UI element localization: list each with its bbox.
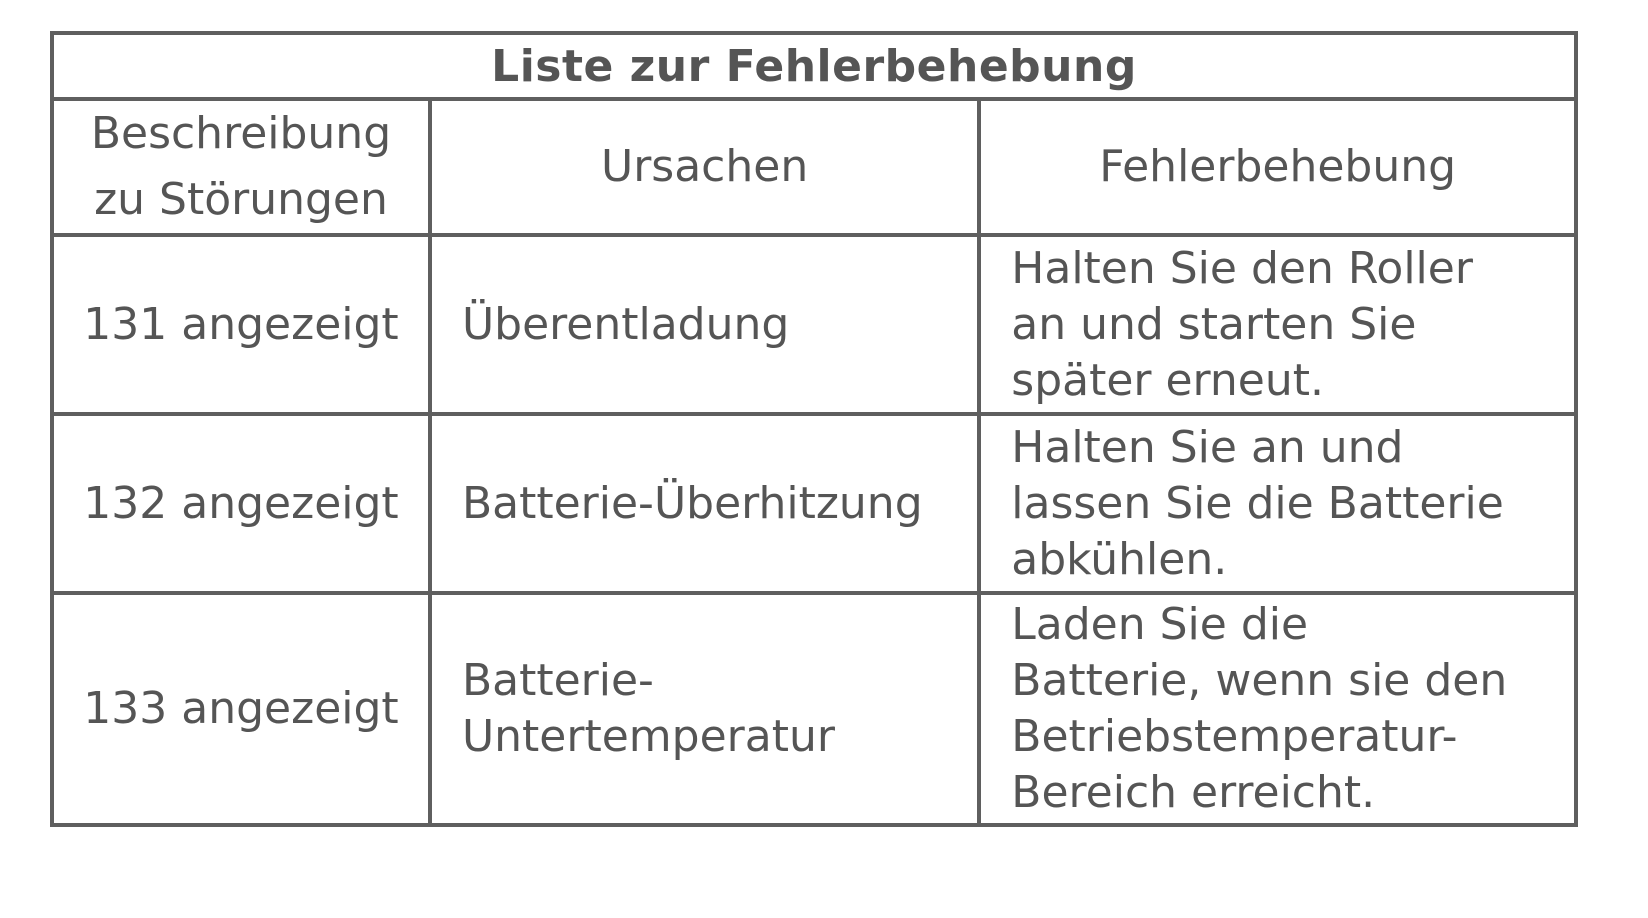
description-cell: 132 angezeigt: [52, 414, 430, 593]
solution-line: später erneut.: [1011, 354, 1324, 406]
table-title-row: [52, 33, 1576, 99]
cause-line: Batterie-Überhitzung: [461, 477, 923, 529]
solution-line: Betriebstemperatur-: [1011, 711, 1458, 762]
table-row: [52, 235, 1576, 414]
cause-line: Überentladung: [461, 298, 790, 350]
table-header-row: [52, 99, 1576, 235]
solution-line: abkühlen.: [1011, 533, 1228, 585]
header-description: [52, 99, 430, 235]
solution-cell: [979, 414, 1576, 593]
solution-line: Halten Sie den Roller: [1011, 242, 1473, 294]
header-description-line-2: zu Störungen: [94, 174, 388, 225]
cause-line: Batterie-: [461, 655, 654, 706]
cause-line: Untertemperatur: [461, 711, 835, 762]
table-row: [52, 593, 1576, 825]
table-title: Liste zur Fehlerbehebung: [52, 33, 1576, 99]
header-causes: Ursachen: [430, 99, 979, 235]
solution-line: Batterie, wenn sie den: [1011, 655, 1508, 706]
troubleshooting-table: [50, 31, 1578, 827]
description-cell: 133 angezeigt: [52, 593, 430, 825]
cause-cell: [430, 414, 979, 593]
solution-line: Laden Sie die: [1011, 599, 1309, 650]
cause-cell: [430, 593, 979, 825]
description-cell: 131 angezeigt: [52, 235, 430, 414]
table-row: [52, 414, 1576, 593]
solution-cell: [979, 235, 1576, 414]
header-description-line-1: Beschreibung: [90, 108, 392, 159]
solution-line: lassen Sie die Batterie: [1011, 477, 1504, 529]
solution-cell: [979, 593, 1576, 825]
solution-line: Bereich erreicht.: [1011, 767, 1376, 818]
header-solution: Fehlerbehebung: [979, 99, 1576, 235]
cause-cell: [430, 235, 979, 414]
solution-line: Halten Sie an und: [1011, 421, 1404, 473]
solution-line: an und starten Sie: [1011, 298, 1417, 350]
